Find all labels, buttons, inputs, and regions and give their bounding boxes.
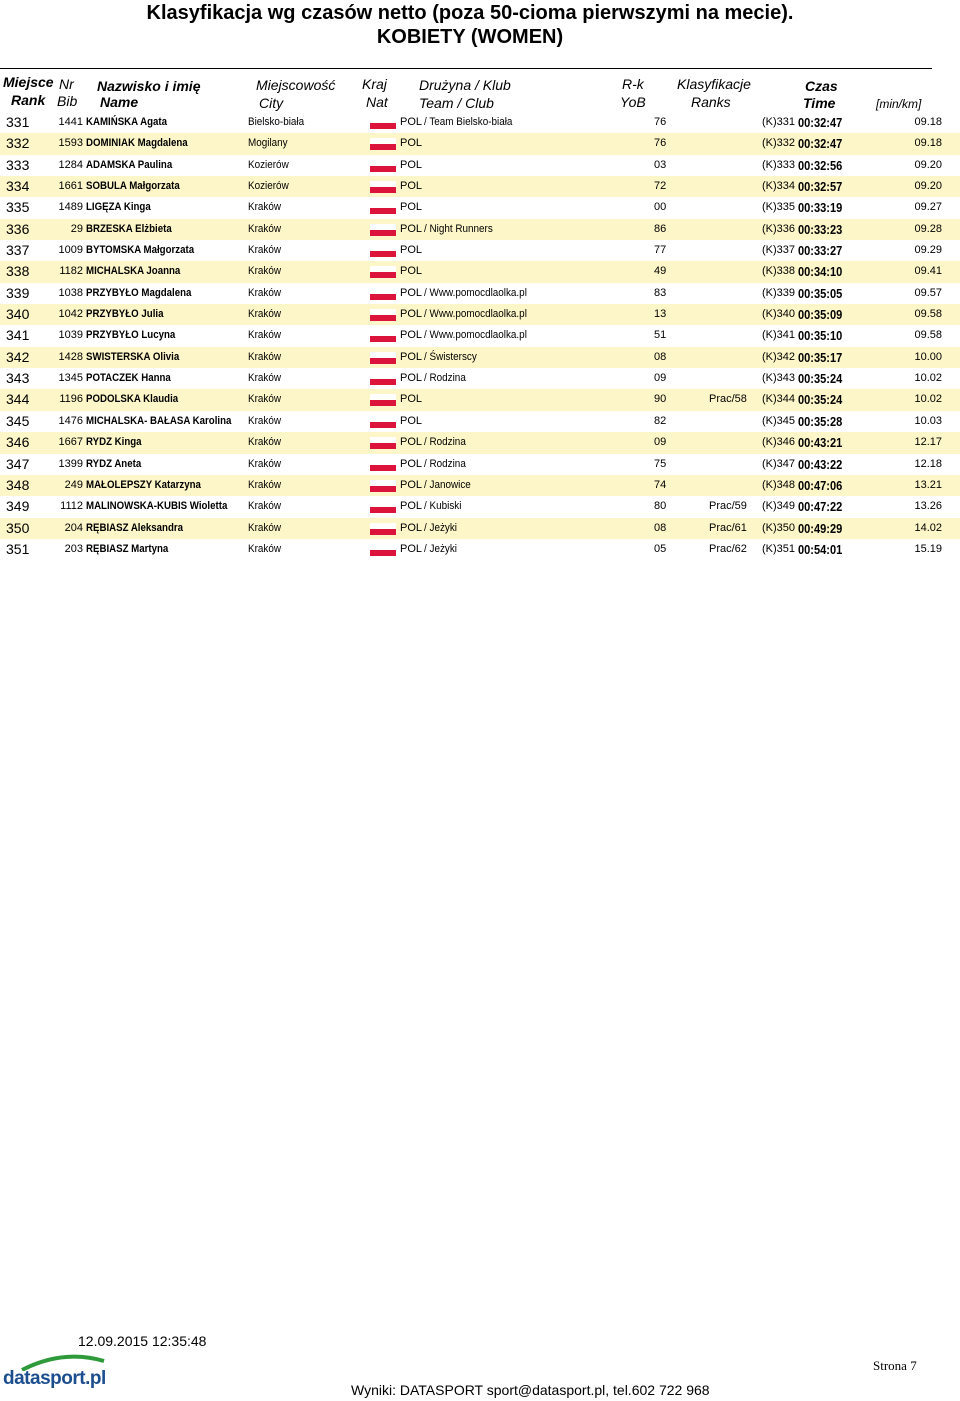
time-cell: 00:47:06: [798, 477, 843, 493]
team-cell: / Rodzina: [424, 457, 466, 470]
classification-cell: Prac/62: [709, 542, 747, 555]
header-cls-pl: Klasyfikacje: [677, 76, 751, 92]
header-bib-pl: Nr: [59, 76, 74, 92]
flag-icon: [370, 459, 396, 471]
table-row: [0, 539, 960, 560]
flag-icon: [370, 309, 396, 321]
nat-cell: POL: [400, 521, 423, 534]
yob-cell: 51: [654, 329, 667, 342]
page-title: Klasyfikacja wg czasów netto (poza 50-cioma pierwszymi na mecie).: [146, 2, 794, 24]
name-cell: MICHALSKA- BAŁASA Karolina: [86, 414, 232, 427]
category-rank-cell: (K)348: [762, 478, 796, 491]
flag-icon: [370, 523, 396, 535]
header-bib-en: Bib: [57, 93, 78, 109]
rank-cell: 334: [6, 178, 30, 195]
table-row: [0, 475, 960, 496]
rank-cell: 340: [6, 306, 30, 323]
category-rank-cell: (K)340: [762, 308, 796, 321]
nat-cell: POL: [400, 286, 423, 299]
time-cell: 00:35:10: [798, 328, 843, 344]
city-cell: Kraków: [248, 308, 282, 321]
name-cell: PODOLSKA Klaudia: [86, 393, 179, 406]
category-rank-cell: (K)344: [762, 393, 796, 406]
category-rank-cell: (K)349: [762, 500, 796, 513]
time-cell: 00:43:21: [798, 435, 843, 451]
pace-cell: 12.18: [914, 457, 942, 470]
header-cls-en: Ranks: [691, 94, 731, 110]
table-row: [0, 411, 960, 432]
yob-cell: 08: [654, 521, 667, 534]
nat-cell: POL: [400, 180, 423, 193]
time-cell: 00:33:23: [798, 221, 843, 237]
table-row: [0, 347, 960, 368]
city-cell: Kraków: [248, 521, 282, 534]
yob-cell: 76: [654, 116, 667, 128]
city-cell: Mogilany: [248, 137, 288, 150]
pace-cell: 09.29: [914, 244, 942, 257]
nat-cell: POL: [400, 265, 423, 278]
bib-cell: 1345: [58, 372, 83, 385]
nat-cell: POL: [400, 414, 423, 427]
time-cell: 00:35:28: [798, 413, 843, 429]
time-cell: 00:35:24: [798, 371, 843, 387]
yob-cell: 74: [654, 478, 667, 491]
flag-icon: [370, 266, 396, 278]
pace-cell: 09.18: [914, 137, 942, 150]
flag-icon: [370, 138, 396, 150]
header-nat-pl: Kraj: [362, 76, 387, 92]
table-row: [0, 133, 960, 154]
bib-cell: 1196: [59, 393, 83, 406]
table-row: [0, 197, 960, 218]
rank-cell: 350: [6, 519, 30, 536]
rank-cell: 349: [6, 498, 30, 515]
team-cell: / Rodzina: [424, 372, 466, 385]
name-cell: PRZYBYŁO Lucyna: [86, 329, 176, 342]
yob-cell: 83: [654, 286, 667, 299]
pace-cell: 10.02: [914, 393, 942, 406]
table-row: [0, 155, 960, 176]
time-cell: 00:47:22: [798, 499, 843, 515]
table-row: [0, 112, 960, 133]
city-cell: Kraków: [248, 436, 282, 449]
table-row: [0, 261, 960, 282]
logo: datasport.pl: [3, 1368, 106, 1389]
name-cell: MICHALSKA Joanna: [86, 265, 181, 278]
category-rank-cell: (K)338: [762, 265, 796, 278]
city-cell: Kraków: [248, 542, 282, 555]
nat-cell: POL: [400, 393, 423, 406]
name-cell: DOMINIAK Magdalena: [86, 137, 188, 150]
nat-cell: POL: [400, 137, 423, 150]
flag-icon: [370, 544, 396, 556]
rank-cell: 336: [6, 220, 30, 237]
header-rank-pl: Miejsce: [3, 74, 54, 90]
yob-cell: 90: [654, 393, 667, 406]
yob-cell: 00: [654, 201, 667, 214]
pace-cell: 09.58: [914, 308, 942, 321]
table-row: [0, 496, 960, 517]
team-cell: / Świsterscy: [424, 350, 477, 363]
header-city-en: City: [259, 95, 284, 111]
yob-cell: 05: [654, 542, 667, 555]
flag-icon: [370, 373, 396, 385]
header-pace: [min/km]: [876, 97, 922, 111]
time-cell: 00:32:47: [798, 115, 843, 130]
pace-cell: 09.20: [914, 180, 942, 193]
yob-cell: 03: [654, 158, 667, 171]
pace-cell: 13.26: [914, 500, 942, 513]
bib-cell: 1112: [60, 500, 83, 513]
category-rank-cell: (K)345: [762, 414, 796, 427]
header-team-pl: Drużyna / Klub: [419, 77, 511, 93]
flag-icon: [370, 245, 396, 257]
yob-cell: 13: [654, 308, 667, 321]
city-cell: Kraków: [248, 222, 282, 235]
city-cell: Kraków: [248, 265, 282, 278]
nat-cell: POL: [400, 116, 423, 128]
bib-cell: 1489: [58, 201, 83, 214]
name-cell: POTACZEK Hanna: [86, 372, 171, 385]
time-cell: 00:35:09: [798, 307, 843, 323]
team-cell: / Rodzina: [424, 436, 466, 449]
header-rule: [0, 68, 932, 69]
header-rank-en: Rank: [11, 92, 46, 108]
city-cell: Bielsko-biała: [248, 116, 305, 128]
name-cell: LIGĘZA Kinga: [86, 201, 151, 214]
name-cell: MALINOWSKA-KUBIS Wioletta: [86, 500, 228, 513]
flag-icon: [370, 202, 396, 214]
table-row: [0, 176, 960, 197]
table-row: [0, 240, 960, 261]
yob-cell: 76: [654, 137, 667, 150]
yob-cell: 49: [654, 265, 667, 278]
nat-cell: POL: [400, 457, 423, 470]
classification-cell: Prac/61: [709, 521, 747, 534]
team-cell: / Www.pomocdlaolka.pl: [424, 329, 527, 342]
pace-cell: 09.27: [914, 201, 942, 214]
yob-cell: 72: [654, 180, 667, 193]
nat-cell: POL: [400, 329, 423, 342]
team-cell: / Www.pomocdlaolka.pl: [424, 308, 527, 321]
pace-cell: 12.17: [914, 436, 942, 449]
bib-cell: 204: [64, 521, 83, 534]
table-row: [0, 432, 960, 453]
pace-cell: 09.57: [914, 286, 942, 299]
pace-cell: 15.19: [914, 542, 942, 555]
city-cell: Kraków: [248, 329, 282, 342]
rank-cell: 346: [6, 434, 30, 451]
time-cell: 00:43:22: [798, 456, 843, 472]
table-row: [0, 304, 960, 325]
name-cell: SOBULA Małgorzata: [86, 180, 180, 193]
flag-icon: [370, 437, 396, 449]
name-cell: RYDZ Aneta: [86, 457, 142, 470]
city-cell: Kraków: [248, 457, 282, 470]
city-cell: Kraków: [248, 478, 282, 491]
flag-icon: [370, 117, 396, 129]
category-rank-cell: (K)342: [762, 350, 796, 363]
page-number: Strona 7: [873, 1358, 917, 1373]
bib-cell: 1667: [58, 436, 83, 449]
time-cell: 00:33:19: [798, 200, 843, 216]
nat-cell: POL: [400, 372, 423, 385]
category-rank-cell: (K)334: [762, 180, 796, 193]
city-cell: Kraków: [248, 414, 282, 427]
team-cell: / Jeżyki: [424, 542, 458, 555]
pace-cell: 09.18: [914, 116, 942, 128]
team-cell: / Team Bielsko-biała: [424, 116, 513, 128]
category-rank-cell: (K)336: [762, 222, 796, 235]
header-city-pl: Miejscowość: [256, 77, 336, 93]
category-rank-cell: (K)351: [762, 542, 796, 555]
header-name-en: Name: [100, 94, 139, 110]
rank-cell: 351: [6, 540, 30, 557]
team-cell: / Www.pomocdlaolka.pl: [424, 286, 527, 299]
bib-cell: 1182: [59, 265, 83, 278]
flag-icon: [370, 330, 396, 342]
flag-icon: [370, 288, 396, 300]
yob-cell: 09: [654, 436, 667, 449]
name-cell: BRZESKA Elżbieta: [86, 222, 172, 235]
table-row: [0, 283, 960, 304]
footer-date: 12.09.2015 12:35:48: [78, 1333, 207, 1349]
yob-cell: 08: [654, 350, 667, 363]
flag-icon: [370, 416, 396, 428]
table-row: [0, 389, 960, 410]
yob-cell: 09: [654, 372, 667, 385]
category-rank-cell: (K)346: [762, 436, 796, 449]
flag-icon: [370, 160, 396, 172]
city-cell: Kraków: [248, 372, 282, 385]
time-cell: 00:54:01: [798, 541, 843, 557]
yob-cell: 82: [654, 414, 667, 427]
time-cell: 00:35:24: [798, 392, 843, 408]
time-cell: 00:35:17: [798, 349, 843, 365]
city-cell: Kraków: [248, 350, 282, 363]
rank-cell: 338: [6, 263, 30, 280]
name-cell: PRZYBYŁO Julia: [86, 308, 164, 321]
bib-cell: 1042: [58, 308, 83, 321]
rank-cell: 331: [6, 114, 30, 130]
name-cell: RYDZ Kinga: [86, 436, 142, 449]
bib-cell: 1284: [58, 158, 83, 171]
pace-cell: 10.00: [914, 350, 942, 363]
table-row: [0, 368, 960, 389]
rank-cell: 342: [6, 348, 30, 365]
city-cell: Kraków: [248, 244, 282, 257]
rank-cell: 343: [6, 370, 30, 387]
name-cell: PRZYBYŁO Magdalena: [86, 286, 192, 299]
bib-cell: 1593: [58, 137, 83, 150]
nat-cell: POL: [400, 308, 423, 321]
rank-cell: 332: [6, 135, 30, 152]
pace-cell: 09.28: [914, 222, 942, 235]
category-rank-cell: (K)343: [762, 372, 796, 385]
time-cell: 00:32:47: [798, 136, 843, 152]
footer-contact: Wyniki: DATASPORT sport@datasport.pl, tel.602 722 968: [351, 1382, 710, 1398]
pace-cell: 09.41: [914, 265, 942, 278]
rank-cell: 345: [6, 412, 30, 429]
nat-cell: POL: [400, 436, 423, 449]
city-cell: Kraków: [248, 286, 282, 299]
category-rank-cell: (K)331: [762, 116, 796, 128]
name-cell: RĘBIASZ Martyna: [86, 542, 169, 555]
city-cell: Kozierów: [248, 158, 289, 171]
bib-cell: 1661: [58, 180, 83, 193]
category-rank-cell: (K)347: [762, 457, 796, 470]
name-cell: RĘBIASZ Aleksandra: [86, 521, 184, 534]
time-cell: 00:32:57: [798, 179, 843, 195]
city-cell: Kraków: [248, 500, 282, 513]
time-cell: 00:35:05: [798, 285, 843, 301]
name-cell: BYTOMSKA Małgorzata: [86, 244, 195, 257]
name-cell: ADAMSKA Paulina: [86, 158, 173, 171]
city-cell: Kozierów: [248, 180, 289, 193]
team-cell: / Kubiski: [424, 500, 462, 513]
bib-cell: 1441: [58, 116, 83, 128]
bib-cell: 29: [70, 222, 83, 235]
table-row: [0, 518, 960, 539]
flag-icon: [370, 501, 396, 513]
bib-cell: 203: [64, 542, 83, 555]
header-time-en: Time: [803, 95, 836, 111]
name-cell: MAŁOLEPSZY Katarzyna: [86, 478, 201, 491]
rank-cell: 348: [6, 476, 30, 493]
yob-cell: 86: [654, 222, 667, 235]
pace-cell: 09.20: [914, 158, 942, 171]
category-rank-cell: (K)350: [762, 521, 796, 534]
name-cell: SWISTERSKA Olivia: [86, 350, 180, 363]
bib-cell: 1038: [58, 286, 83, 299]
flag-icon: [370, 394, 396, 406]
bib-cell: 1009: [58, 244, 83, 257]
category-rank-cell: (K)333: [762, 158, 796, 171]
nat-cell: POL: [400, 350, 423, 363]
nat-cell: POL: [400, 201, 423, 214]
bib-cell: 1428: [58, 350, 83, 363]
time-cell: 00:34:10: [798, 264, 843, 280]
table-row: [0, 454, 960, 475]
flag-icon: [370, 181, 396, 193]
header-yob-pl: R-k: [622, 76, 644, 92]
pace-cell: 10.03: [914, 414, 942, 427]
team-cell: / Jeżyki: [424, 521, 458, 534]
pace-cell: 10.02: [914, 372, 942, 385]
flag-icon: [370, 352, 396, 364]
yob-cell: 80: [654, 500, 667, 513]
category-rank-cell: (K)337: [762, 244, 796, 257]
bib-cell: 1039: [58, 329, 83, 342]
flag-icon: [370, 224, 396, 236]
rank-cell: 347: [6, 455, 30, 472]
nat-cell: POL: [400, 478, 423, 491]
results-table: [0, 112, 960, 560]
time-cell: 00:49:29: [798, 520, 843, 536]
category-rank-cell: (K)335: [762, 201, 796, 214]
bib-cell: 249: [64, 478, 83, 491]
pace-cell: 14.02: [914, 521, 942, 534]
time-cell: 00:33:27: [798, 243, 843, 259]
pace-cell: 13.21: [914, 478, 942, 491]
team-cell: / Janowice: [424, 478, 471, 491]
nat-cell: POL: [400, 222, 423, 235]
rank-cell: 344: [6, 391, 30, 408]
nat-cell: POL: [400, 500, 423, 513]
name-cell: KAMIŃSKA Agata: [86, 116, 168, 128]
header-name-pl: Nazwisko i imię: [97, 78, 201, 94]
classification-cell: Prac/59: [709, 500, 747, 513]
nat-cell: POL: [400, 244, 423, 257]
bib-cell: 1476: [58, 414, 83, 427]
rank-cell: 333: [6, 156, 30, 173]
pace-cell: 09.58: [914, 329, 942, 342]
classification-cell: Prac/58: [709, 393, 747, 406]
page-subtitle: KOBIETY (WOMEN): [376, 26, 564, 48]
header-nat-en: Nat: [366, 94, 388, 110]
category-rank-cell: (K)332: [762, 137, 796, 150]
header-time-pl: Czas: [805, 78, 838, 94]
city-cell: Kraków: [248, 393, 282, 406]
rank-cell: 341: [6, 327, 30, 344]
rank-cell: 337: [6, 242, 30, 259]
category-rank-cell: (K)341: [762, 329, 796, 342]
rank-cell: 339: [6, 284, 30, 301]
nat-cell: POL: [400, 158, 423, 171]
time-cell: 00:32:56: [798, 157, 843, 173]
table-row: [0, 219, 960, 240]
nat-cell: POL: [400, 542, 423, 555]
yob-cell: 75: [654, 457, 667, 470]
category-rank-cell: (K)339: [762, 286, 796, 299]
bib-cell: 1399: [58, 457, 83, 470]
city-cell: Kraków: [248, 201, 282, 214]
table-row: [0, 325, 960, 346]
header-team-en: Team / Club: [419, 95, 494, 111]
header-yob-en: YoB: [620, 94, 646, 110]
rank-cell: 335: [6, 199, 30, 216]
team-cell: / Night Runners: [424, 222, 493, 235]
yob-cell: 77: [654, 244, 667, 257]
flag-icon: [370, 480, 396, 492]
